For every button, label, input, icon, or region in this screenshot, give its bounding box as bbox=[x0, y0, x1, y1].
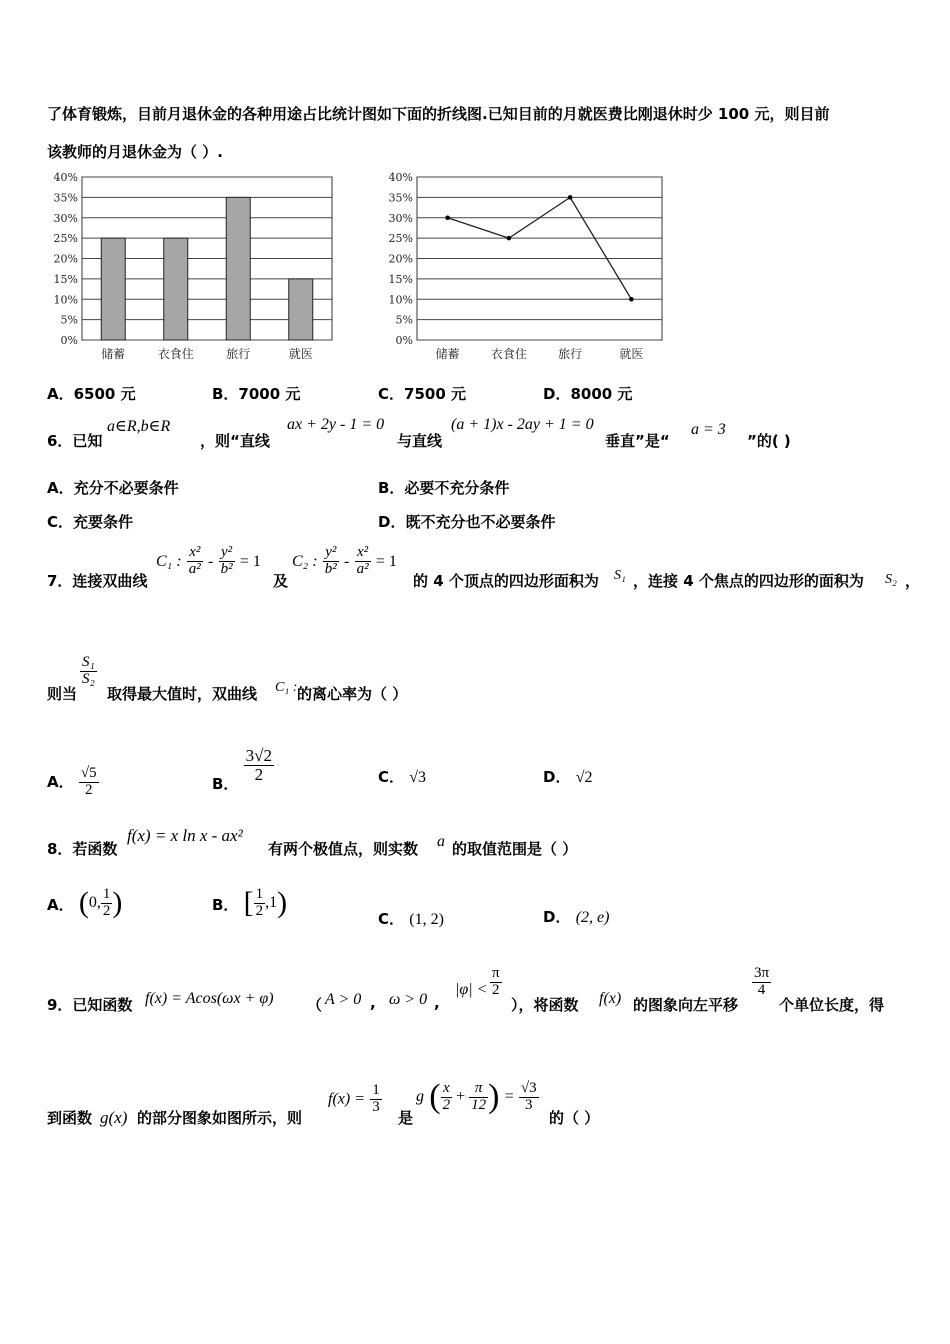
q7-text-5: 的离心率为（ ） bbox=[297, 685, 408, 703]
x-tick-label: 就医 bbox=[619, 347, 644, 361]
q8-option-d[interactable]: D． (2, e) bbox=[543, 908, 610, 926]
q9-text-2: 的图象向左平移 bbox=[633, 996, 739, 1014]
q7-s1: S₁ bbox=[614, 568, 626, 583]
bar bbox=[289, 279, 313, 340]
y-tick-label: 20% bbox=[53, 252, 78, 266]
y-tick-label: 30% bbox=[388, 211, 413, 225]
y-tick-label: 40% bbox=[388, 171, 413, 184]
q9-g-expr: g ( $\frac{x}{2}$ + $\frac{\pi}{12}$ ) = $\frac{√3}{3}$ bbox=[416, 1078, 537, 1115]
q7-option-d[interactable]: D． √2 bbox=[543, 768, 593, 786]
q9-text-1: ），将函数 bbox=[511, 996, 579, 1014]
x-tick-label: 衣食住 bbox=[490, 347, 527, 361]
q6-option-a[interactable]: A．充分不必要条件 bbox=[47, 479, 179, 497]
q9-comma-1: , bbox=[370, 994, 376, 1012]
series-line bbox=[448, 197, 632, 299]
q8-option-c[interactable]: C． (1, 2) bbox=[378, 910, 444, 928]
q6-condition-2: a = 3 bbox=[691, 421, 726, 438]
q6-text-4: ”的( ) bbox=[747, 432, 791, 450]
y-tick-label: 30% bbox=[53, 211, 78, 225]
q9-gx: g(x) bbox=[100, 1108, 128, 1127]
q7-prefix: 7．连接双曲线 bbox=[47, 572, 148, 590]
data-point bbox=[445, 215, 450, 220]
q6-text-2: 与直线 bbox=[397, 432, 443, 450]
q7-text-2: ，连接 4 个焦点的四边形的面积为 bbox=[633, 572, 864, 590]
q6-line-1: ax + 2y - 1 = 0 bbox=[287, 416, 385, 433]
q7-text-3: 则当 bbox=[47, 685, 78, 703]
q8-prefix: 8．若函数 bbox=[47, 840, 118, 858]
y-tick-label: 10% bbox=[388, 293, 413, 307]
y-tick-label: 40% bbox=[53, 171, 78, 184]
q7-text-4: 取得最大值时，双曲线 bbox=[107, 685, 258, 703]
q9-function: f(x) = Acos(ωx + φ) bbox=[145, 990, 274, 1007]
q7-text-1: 的 4 个顶点的四边形面积为 bbox=[413, 572, 599, 590]
bar bbox=[101, 238, 125, 340]
y-tick-label: 5% bbox=[395, 313, 413, 327]
q6-text-1: ，则“直线 bbox=[200, 432, 270, 450]
q9-comma-2: , bbox=[434, 994, 440, 1012]
q9-text-3: 个单位长度，得 bbox=[779, 996, 885, 1014]
q7-hyperbola-2: C₂ : $\frac{\text{y²}}{\text{b²}}$ - $\frac{\text{x²}}{\text{a²}}$ = 1 bbox=[292, 544, 397, 577]
line-chart bbox=[375, 165, 670, 370]
q8-function: f(x) = x ln x - ax² bbox=[127, 826, 243, 845]
q9-cond-omega: ω > 0 bbox=[389, 991, 428, 1008]
q5-option-b[interactable]: B．7000 元 bbox=[212, 385, 301, 403]
intro-line-2: 该教师的月退休金为（ ）. bbox=[47, 143, 223, 161]
y-tick-label: 35% bbox=[53, 191, 78, 205]
bar bbox=[226, 197, 250, 340]
q8-text-2: 的取值范围是（ ） bbox=[452, 840, 578, 858]
q9-cond-phi: |φ| < bbox=[455, 981, 488, 998]
q7-c1: C₁ : bbox=[275, 680, 298, 695]
q5-option-a[interactable]: A．6500 元 bbox=[47, 385, 136, 403]
x-tick-label: 就医 bbox=[288, 347, 313, 361]
y-tick-label: 25% bbox=[53, 232, 78, 246]
q6-prefix: 6．已知 bbox=[47, 432, 103, 450]
q8-option-a[interactable]: A． (0, $\frac{1}{2}$ ) bbox=[47, 885, 123, 919]
q9-paren: （ bbox=[307, 996, 323, 1014]
q8-var: a bbox=[437, 833, 445, 850]
q6-text-3: 垂直”是“ bbox=[605, 432, 670, 450]
q7-option-c[interactable]: C． √3 bbox=[378, 768, 427, 786]
q7-s2: S₂ bbox=[885, 572, 897, 587]
q6-option-d[interactable]: D．既不充分也不必要条件 bbox=[378, 513, 556, 531]
q8-text-1: 有两个极值点，则实数 bbox=[268, 840, 419, 858]
data-point bbox=[507, 236, 512, 241]
q7-hyperbola-1: C₁ : $\frac{\text{x²}}{\text{a²}}$ - $\frac{\text{y²}}{\text{b²}}$ = 1 bbox=[156, 544, 261, 577]
q6-line-2: (a + 1)x - 2ay + 1 = 0 bbox=[451, 416, 594, 433]
q8-option-b[interactable]: B． [ $\frac{1}{2}$ ,1) bbox=[212, 885, 288, 919]
q6-condition: a∈R,b∈R bbox=[107, 418, 171, 435]
y-tick-label: 20% bbox=[388, 252, 413, 266]
bar bbox=[164, 238, 188, 340]
y-tick-label: 0% bbox=[395, 334, 413, 347]
q7-ratio: $\frac{\text{S₁}}{\text{S₂}}$ bbox=[82, 654, 95, 687]
bar-chart bbox=[40, 165, 340, 370]
y-tick-label: 15% bbox=[388, 272, 413, 286]
y-tick-label: 10% bbox=[53, 293, 78, 307]
q9-text-7: 的（ ） bbox=[549, 1109, 600, 1127]
q9-prefix: 9．已知函数 bbox=[47, 996, 133, 1014]
y-tick-label: 15% bbox=[53, 272, 78, 286]
q5-option-d[interactable]: D．8000 元 bbox=[543, 385, 633, 403]
q9-text-6: 是 bbox=[398, 1109, 414, 1127]
x-tick-label: 储蓄 bbox=[435, 347, 460, 361]
y-tick-label: 0% bbox=[60, 334, 78, 347]
q9-fx: f(x) bbox=[599, 990, 622, 1007]
q5-option-c[interactable]: C．7500 元 bbox=[378, 385, 466, 403]
y-tick-label: 25% bbox=[388, 232, 413, 246]
q9-pi-over-2: $\frac{\pi}{2}$ bbox=[492, 965, 500, 998]
x-tick-label: 旅行 bbox=[558, 347, 583, 361]
q9-shift: $\frac{3\pi}{4}$ bbox=[754, 965, 770, 998]
q7-comma: ， bbox=[905, 572, 921, 590]
y-tick-label: 5% bbox=[60, 313, 78, 327]
y-tick-label: 35% bbox=[388, 191, 413, 205]
data-point bbox=[568, 195, 573, 200]
q7-and: 及 bbox=[273, 572, 289, 590]
q7-option-a[interactable]: A． $\frac{√5}{2}$ bbox=[47, 765, 97, 798]
x-tick-label: 储蓄 bbox=[101, 347, 126, 361]
q7-option-b[interactable]: B． $\frac{3√2}{2}$ bbox=[212, 746, 273, 793]
x-tick-label: 衣食住 bbox=[157, 347, 194, 361]
q6-option-b[interactable]: B．必要不充分条件 bbox=[378, 479, 510, 497]
q9-text-4: 到函数 bbox=[47, 1109, 93, 1127]
q9-fx-value: f(x) = $\frac{1}{3}$ bbox=[328, 1082, 380, 1115]
intro-line-1: 了体育锻炼，目前月退休金的各种用途占比统计图如下面的折线图.已知目前的月就医费比刚退休时少 100 元，则目前 bbox=[47, 105, 830, 123]
q6-option-c[interactable]: C．充要条件 bbox=[47, 513, 134, 531]
data-point bbox=[629, 297, 634, 302]
x-tick-label: 旅行 bbox=[226, 347, 251, 361]
q9-text-5: 的部分图象如图所示，则 bbox=[137, 1109, 303, 1127]
q9-cond-a: A > 0 bbox=[325, 991, 362, 1008]
